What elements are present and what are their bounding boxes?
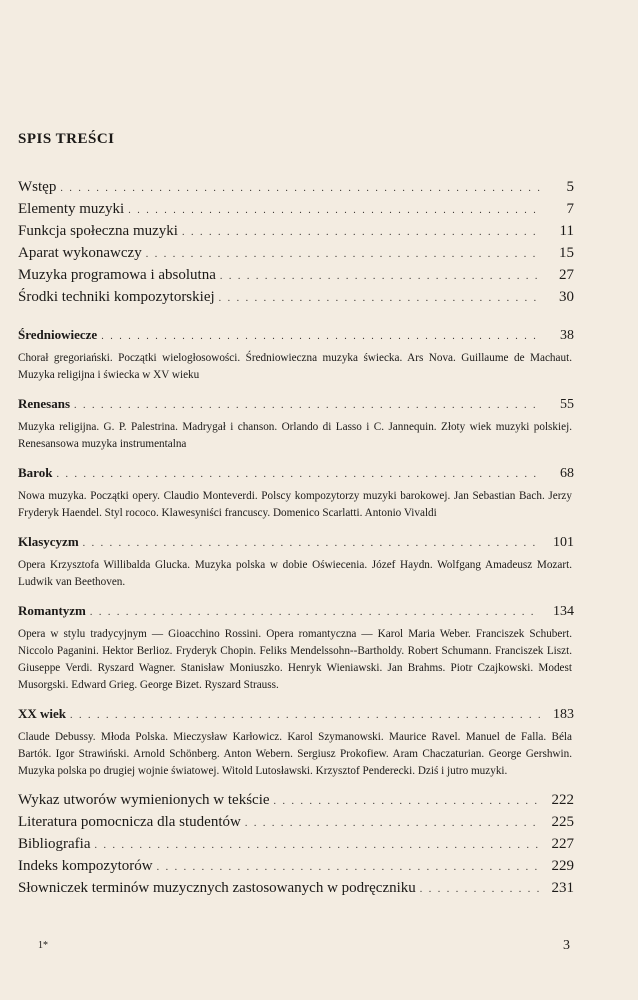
entry-page: 5 <box>566 179 574 195</box>
toc-entry[interactable] <box>18 287 574 309</box>
section-label: Renesans <box>18 396 71 411</box>
entry-label: Bibliografia <box>18 836 91 852</box>
page-number: 3 <box>563 938 570 953</box>
entry-label: Elementy muzyki <box>18 201 125 217</box>
toc-entry[interactable] <box>18 856 574 878</box>
section-description: Opera Krzysztofa Willibalda Glucka. Muzyka polska w dobie Oświecenia. Józef Haydn. Wolfgang Amadeusz Mozart. Ludwik van Beethoven. <box>18 559 572 588</box>
section-entry[interactable] <box>18 325 574 347</box>
section-page: 183 <box>553 707 574 722</box>
section-entry[interactable] <box>18 394 574 416</box>
dot-leader <box>60 179 540 199</box>
section-medieval <box>18 325 574 384</box>
entry-page: 225 <box>551 814 574 830</box>
dot-leader <box>74 396 540 416</box>
table-of-contents <box>18 177 574 900</box>
section-entry[interactable] <box>18 532 574 554</box>
section-label: XX wiek <box>18 706 67 721</box>
dot-leader <box>182 223 540 243</box>
toc-entry[interactable] <box>18 265 574 287</box>
toc-entry[interactable] <box>18 199 574 221</box>
section-page: 134 <box>553 604 574 619</box>
toc-entry[interactable] <box>18 812 574 834</box>
entry-label: Słowniczek terminów muzycznych zastosowanych w podręczniku <box>18 880 416 896</box>
entry-page: 30 <box>559 289 574 305</box>
dot-leader <box>70 706 540 726</box>
entry-label: Aparat wykonawczy <box>18 245 142 261</box>
section-baroque <box>18 463 574 522</box>
dot-leader <box>94 836 540 856</box>
signature-mark: 1* <box>38 940 48 951</box>
section-page: 55 <box>560 397 574 412</box>
entry-page: 15 <box>559 245 574 261</box>
section-renaissance <box>18 394 574 453</box>
entry-page: 27 <box>559 267 574 283</box>
dot-leader <box>245 814 540 834</box>
dot-leader <box>128 201 540 221</box>
dot-leader <box>220 267 540 287</box>
entry-label: Muzyka programowa i absolutna <box>18 267 216 283</box>
section-entry[interactable] <box>18 601 574 623</box>
section-entry[interactable] <box>18 463 574 485</box>
entry-label: Funkcja społeczna muzyki <box>18 223 178 239</box>
section-label: Romantyzm <box>18 603 86 618</box>
section-20th-century <box>18 704 574 780</box>
section-description: Claude Debussy. Młoda Polska. Mieczysław Karłowicz. Karol Szymanowski. Maurice Ravel. Manuel de Falla. Béla Bartók. Igor Strawiński. Arnold Schönberg. Anton Webern. Sergiusz Prokofiew. Aram Chaczaturian. George Gershwin. Muzyka polska po drugiej wojnie światowej. Witold Lutosławski. Krzysztof Penderecki. Dziś i jutro muzyki. <box>18 731 572 777</box>
dot-leader <box>56 465 540 485</box>
toc-entry[interactable] <box>18 878 574 900</box>
dot-leader <box>83 534 540 554</box>
section-description: Chorał gregoriański. Początki wielogłosowości. Średniowieczna muzyka świecka. Ars Nova. Guillaume de Machaut. Muzyka religijna i świecka w XV wieku <box>18 352 572 381</box>
section-page: 68 <box>560 466 574 481</box>
section-label: Barok <box>18 465 53 480</box>
toc-entry[interactable] <box>18 790 574 812</box>
section-description: Muzyka religijna. G. P. Palestrina. Madrygał i chanson. Orlando di Lasso i C. Jannequin. Złoty wiek muzyki polskiej. Renesansowa muzyka instrumentalna <box>18 421 572 450</box>
dot-leader <box>219 289 540 309</box>
section-romanticism <box>18 601 574 694</box>
dot-leader <box>157 858 540 878</box>
dot-leader <box>146 245 540 265</box>
intro-group <box>18 177 574 309</box>
entry-label: Wykaz utworów wymienionych w tekście <box>18 792 270 808</box>
section-description: Nowa muzyka. Początki opery. Claudio Monteverdi. Polscy kompozytorzy muzyki barokowej. Jan Sebastian Bach. Jerzy Fryderyk Haendel. Styl rococo. Klawesyniści francuscy. Domenico Scarlatti. Antonio Vivaldi <box>18 490 572 519</box>
section-description: Opera w stylu tradycyjnym — Gioacchino Rossini. Opera romantyczna — Karol Maria Weber. Franciszek Schubert. Niccolo Paganini. Hektor Berlioz. Fryderyk Chopin. Feliks Mendelssohn--Bartholdy. Robert Schumann. Franciszek Liszt. Giuseppe Verdi. Ryszard Wagner. Stanisław Moniuszko. Henryk Wieniawski. Jan Brahms. Piotr Czajkowski. Modest Musorgski. Edward Grieg. George Bizet. Ryszard Strauss. <box>18 628 572 691</box>
entry-label: Indeks kompozytorów <box>18 858 153 874</box>
dot-leader <box>420 880 540 900</box>
section-page: 38 <box>560 328 574 343</box>
section-classicism <box>18 532 574 591</box>
section-page: 101 <box>553 535 574 550</box>
toc-entry[interactable] <box>18 177 574 199</box>
dot-leader <box>274 792 540 812</box>
entry-page: 231 <box>551 880 574 896</box>
page-title: SPIS TREŚCI <box>18 131 115 147</box>
section-entry[interactable] <box>18 704 574 726</box>
entry-label: Wstęp <box>18 179 57 195</box>
entry-page: 222 <box>551 792 574 808</box>
entry-label: Środki techniki kompozytorskiej <box>18 289 215 305</box>
section-label: Średniowiecze <box>18 327 98 342</box>
entry-page: 7 <box>566 201 574 217</box>
toc-entry[interactable] <box>18 243 574 265</box>
entry-label: Literatura pomocnicza dla studentów <box>18 814 241 830</box>
dot-leader <box>101 327 540 347</box>
dot-leader <box>90 603 540 623</box>
appendix-group <box>18 790 574 900</box>
entry-page: 227 <box>551 836 574 852</box>
entry-page: 229 <box>551 858 574 874</box>
section-label: Klasycyzm <box>18 534 79 549</box>
toc-entry[interactable] <box>18 221 574 243</box>
toc-entry[interactable] <box>18 834 574 856</box>
entry-page: 11 <box>559 223 574 239</box>
